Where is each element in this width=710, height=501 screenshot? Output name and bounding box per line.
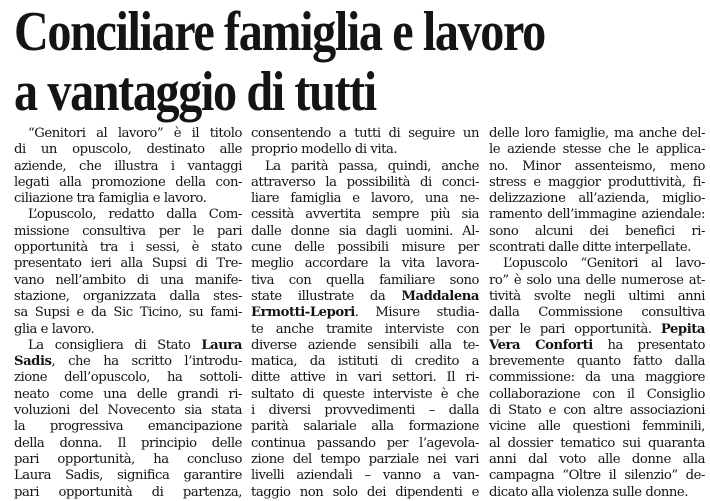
text-run: parità salariale alla formazione [251,419,479,435]
text-line [489,436,705,452]
text-line [489,468,705,484]
text-run: dalle donne sia dagli uomini. Al- [251,223,479,239]
text-run: tività svolte negli ultimi anni [489,288,705,304]
bold-name: Sadis [14,354,52,370]
text-line [251,224,479,240]
text-run: le aziende stesse che le applica- [489,142,705,158]
text-line [251,403,479,419]
text-line [251,354,479,370]
text-line [14,452,242,468]
text-line [489,370,705,386]
text-line [489,207,705,223]
text-run: . Misure studia- [354,305,479,321]
text-line [489,256,705,272]
text-run: liare famiglia e lavoro, una ne- [251,191,479,207]
text-run: ramento dell’immagine aziendale: [489,207,705,223]
text-line [251,387,479,403]
text-line [251,452,479,468]
text-run: vicine alle questioni femminili, [489,419,705,435]
text-line [14,207,242,223]
text-line [489,289,705,305]
text-run: la progressiva emancipazione [14,419,242,435]
text-line [489,126,705,142]
text-line [14,419,242,435]
text-line [251,305,479,321]
text-line [251,207,479,223]
text-run: delizzazione all’azienda, miglio- [489,191,705,207]
text-line [489,452,705,468]
text-line [251,338,479,354]
text-run: meglio accordare la vita lavora- [251,256,479,272]
text-run: L’opuscolo “Genitori al lavo- [503,256,705,272]
text-run: di un opuscolo, destinato alle [14,142,242,158]
article-column-2 [251,126,479,501]
text-line [14,224,242,240]
text-line [251,468,479,484]
text-run: brevemente quanto fatto dalla [489,354,705,370]
bold-name: Vera Conforti [489,337,593,353]
text-line [251,273,479,289]
text-run: sultato di queste interviste è che [251,386,479,402]
text-run: aziende, che illustra i vantaggi [14,158,242,174]
text-run: per le pari opportunità. [489,321,661,337]
text-line [14,289,242,305]
bold-name: Pepita [660,321,705,337]
text-line [251,175,479,191]
text-run: cessità avvertita sempre più sia [251,207,479,223]
text-run: diverse aziende sensibili alla te- [251,337,479,353]
text-run: al dossier tematico sui quaranta [489,435,705,451]
text-line [489,338,705,354]
text-run: anni dal voto alle donne alla [489,451,705,467]
bold-name: Laura [201,337,242,353]
text-line [489,305,705,321]
text-run: proprio modello di vita. [251,142,398,158]
article-column-1 [14,126,242,501]
text-line [251,289,479,305]
text-run: i diversi provvedimenti – dalla [251,403,479,419]
text-run: di Stato e con altre associazioni [489,403,705,419]
bold-name: Maddalena [401,288,479,304]
text-run: matica, da istituti di credito a [251,354,479,370]
text-run: glia e lavoro. [14,321,95,337]
text-run: L’opuscolo, redatto dalla Com- [28,207,242,223]
text-run: te anche tramite interviste con [251,321,479,337]
text-run: sa Supsi e da Sic Ticino, su fami- [14,305,242,321]
text-line [251,142,479,158]
text-line [251,126,479,142]
text-run: livelli aziendali – vanno a van- [251,468,479,484]
text-run: pari opportunità di partenza, [14,484,242,500]
text-run: voluzioni del Novecento sia stata [14,403,242,419]
text-line [251,256,479,272]
text-line [14,387,242,403]
text-run: cune delle possibili misure per [251,240,479,256]
text-line [489,191,705,207]
text-line [14,175,242,191]
text-run: pari opportunità, ha concluso [14,451,242,467]
text-run: continua passando per l’agevola- [251,435,479,451]
text-line [251,322,479,338]
text-line [489,419,705,435]
text-run: collaborazione con il Consiglio [489,386,705,402]
text-run: vano nell’ambito di una manife- [14,272,242,288]
text-line [489,403,705,419]
text-run: ro” è solo una delle numerose at- [489,272,705,288]
text-line [251,191,479,207]
text-run: presentato ieri alla Supsi di Tre- [14,256,242,272]
text-line [489,354,705,370]
text-run: legati alla promozione della con- [14,174,242,190]
text-run: zione dell’opuscolo, ha sottoli- [14,370,242,386]
text-run: “Genitori al lavoro” è il titolo [28,126,242,141]
bold-name: Ermotti-Lepori [251,305,355,321]
headline-line-2: a vantaggio di tutti [14,61,376,123]
text-run: stazione, organizzata dalla stes- [14,288,242,304]
text-line [489,273,705,289]
headline-line-1: Conciliare famiglia e lavoro [14,1,545,63]
text-run: neato come una delle grandi ri- [14,386,242,402]
text-line [14,240,242,256]
text-run: ditte attive in vari settori. Il ri- [251,370,479,386]
text-line [14,273,242,289]
text-line [14,191,242,207]
text-run: , che ha scritto l’introdu- [51,354,242,370]
text-run: della donna. Il principio delle [14,435,242,451]
text-run: scontrati dalle ditte interpellate. [489,240,691,256]
text-run: Laura Sadis, significa garantire [14,468,242,484]
text-line [489,224,705,240]
text-line [14,403,242,419]
text-line [489,387,705,403]
text-line [251,370,479,386]
text-run: sono alcuni dei benefici ri- [489,223,705,239]
text-run: dicato alla violenza sulle donne. [489,484,689,500]
text-line [251,159,479,175]
text-run: La consigliera di Stato [28,337,202,353]
text-line [14,142,242,158]
text-line [14,370,242,386]
text-line [14,159,242,175]
text-line [14,436,242,452]
text-run: taggio non solo dei dipendenti e [251,484,479,500]
text-line [14,305,242,321]
text-run: commissione: da una maggiore [489,370,705,386]
text-line [251,436,479,452]
text-run: stress e maggior produttività, fi- [489,174,705,190]
text-run: opportunità tra i sessi, è stato [14,240,242,256]
text-line [251,240,479,256]
article-column-3 [489,126,705,501]
text-run: tiva con quella familiare sono [251,272,479,288]
text-run: consentendo a tutti di seguire un [251,126,479,141]
text-run: ciliazione tra famiglia e lavoro. [14,191,207,207]
text-line [489,159,705,175]
text-line [489,175,705,191]
text-run: zione del tempo parziale nei vari [251,451,479,467]
text-run: attraverso la possibilità di conci- [251,174,479,190]
text-run: missione consultiva per le pari [14,223,242,239]
text-run: state illustrate da [251,288,402,304]
text-line [14,338,242,354]
text-run: campagna “Oltre il silenzio” de- [489,468,705,484]
text-line [251,419,479,435]
text-line [14,322,242,338]
text-run: delle loro famiglie, ma anche del- [489,126,705,141]
headline [14,2,607,122]
text-run: dalla Commissione consultiva [489,305,705,321]
text-run: no. Minor assenteismo, meno [489,158,705,174]
text-line [14,468,242,484]
text-line [14,126,242,142]
text-line [14,256,242,272]
text-line [489,142,705,158]
text-run: ha presentato [592,337,705,353]
text-line [14,354,242,370]
text-line [489,240,705,256]
text-run: La parità passa, quindi, anche [265,158,479,174]
text-line [489,322,705,338]
